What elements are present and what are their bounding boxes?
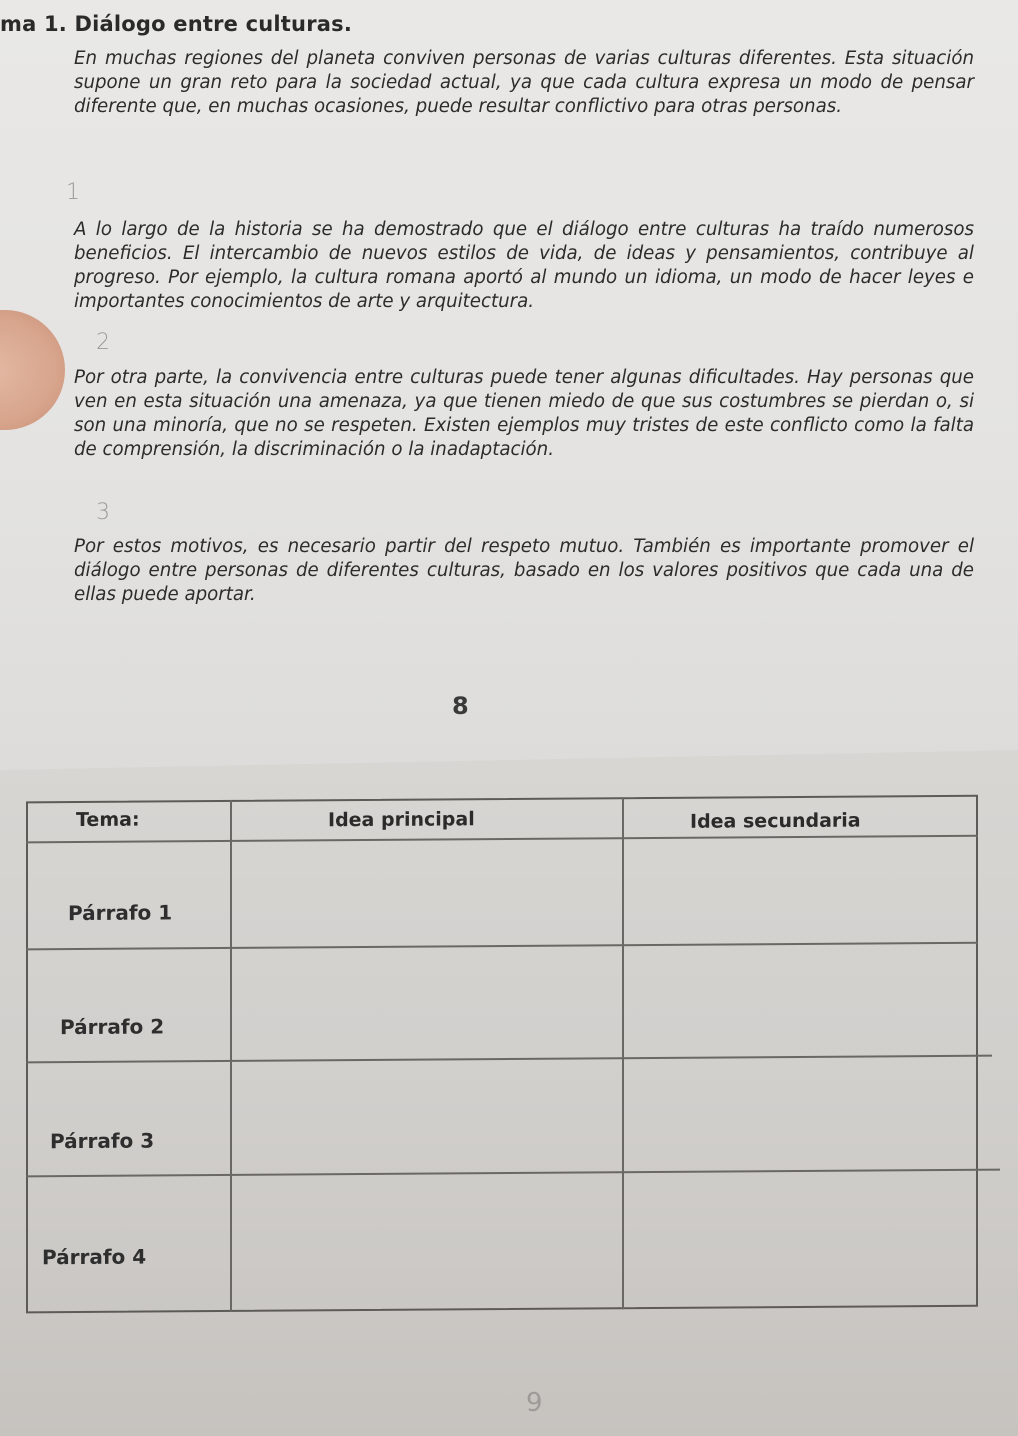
- header-idea-principal: Idea principal: [328, 808, 475, 832]
- paragraph-2: A lo largo de la historia se ha demostrado que el diálogo entre culturas ha traído numerosos beneficios. El intercambio de nuevos estilos de vida, de ideas y pensamientos, contribuye al progreso. Por ejemplo, la cultura romana aportó al mundo un idioma, un modo de hacer leyes e importantes conocimientos de arte y arquitectura.: [74, 219, 974, 312]
- paragraph-1: En muchas regiones del planeta conviven personas de varias culturas diferentes. Esta situación supone un gran reto para la sociedad actual, ya que cada cultura expresa un modo de pensar diferente que, en muchas ocasiones, puede resultar conflictivo para otras personas.: [74, 48, 974, 117]
- table-border: [26, 795, 978, 1314]
- column-line-2: [622, 797, 624, 1309]
- row-label-parrafo-3: Párrafo 3: [50, 1128, 155, 1154]
- paragraph-marker-1: 1: [66, 180, 80, 205]
- row-label-parrafo-1: Párrafo 1: [68, 900, 173, 926]
- paragraph-marker-2: 2: [96, 330, 110, 355]
- column-line-1: [230, 800, 232, 1312]
- header-idea-secundaria: Idea secundaria: [690, 809, 861, 833]
- page-number: 8: [452, 692, 469, 720]
- header-tema: Tema:: [76, 808, 140, 832]
- worksheet-table: [20, 787, 1000, 1334]
- row-label-parrafo-4: Párrafo 4: [42, 1244, 147, 1270]
- paragraph-4: Por estos motivos, es necesario partir del respeto mutuo. También es importante promover el diálogo entre personas de diferentes culturas, basado en los valores positivos que cada una de ellas puede aportar.: [74, 536, 974, 605]
- row-label-parrafo-2: Párrafo 2: [60, 1014, 165, 1040]
- paragraph-3: Por otra parte, la convivencia entre culturas puede tener algunas dificultades. Hay personas que ven en esta situación una amenaza, ya que tienen miedo de que sus costumbres se pierdan o, si son una minoría, que no se respeten. Existen ejemplos muy tristes de este conflicto como la falta de comprensión, la discriminación o la inadaptación.: [74, 367, 974, 460]
- section-title: ma 1. Diálogo entre culturas.: [0, 12, 352, 36]
- page-number-second: 9: [526, 1388, 543, 1418]
- paragraph-marker-3: 3: [96, 500, 110, 525]
